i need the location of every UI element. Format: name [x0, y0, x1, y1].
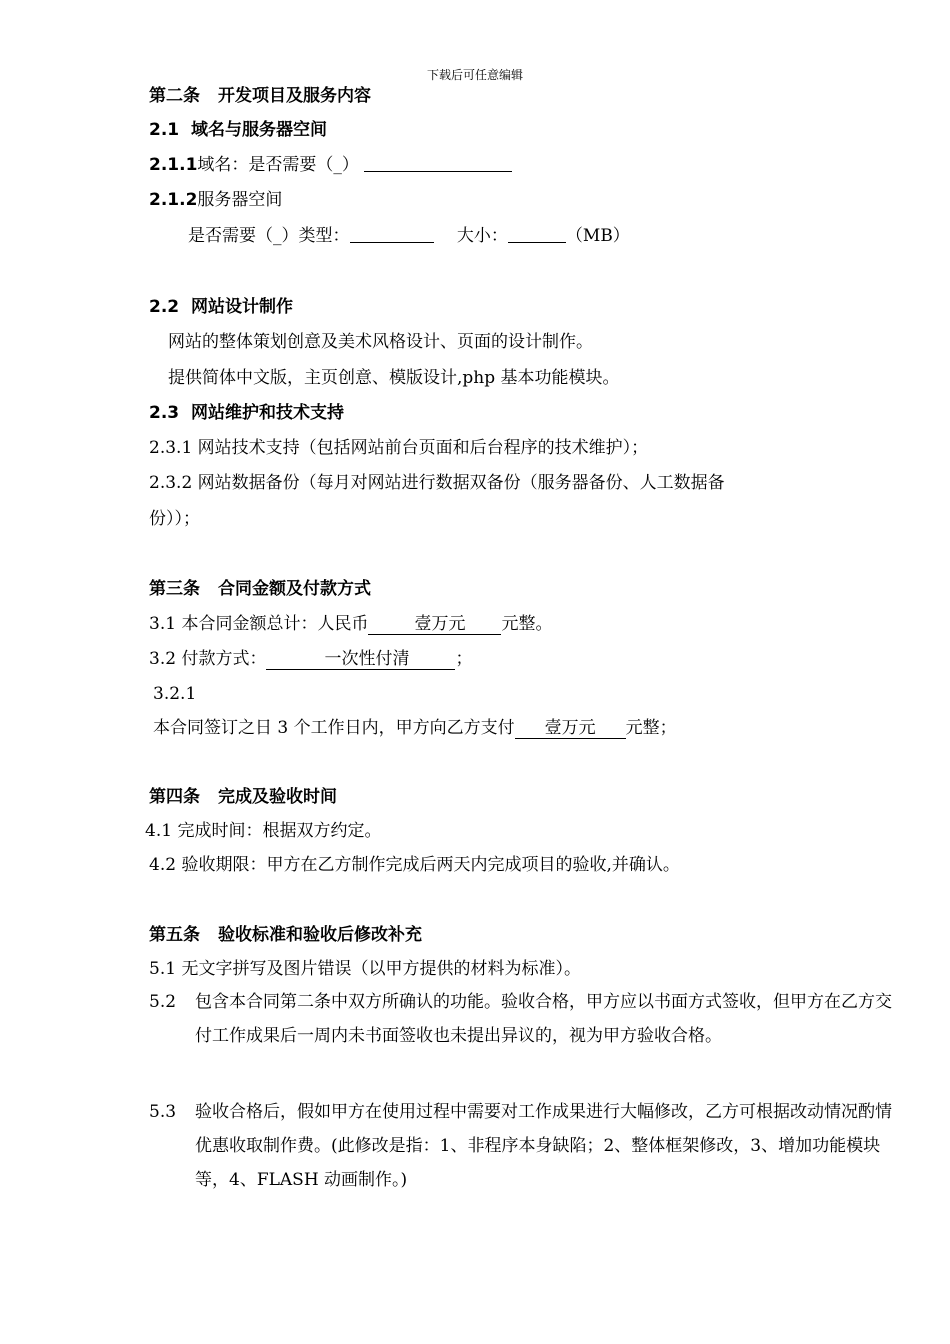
article-3-number: 第三条 — [149, 579, 200, 599]
section-2-3-2: 2.3.2 网站数据备份（每月对网站进行数据双备份（服务器备份、人工数据备 — [149, 473, 725, 493]
section-3-2-1-prefix: 本合同签订之日 3 个工作日内，甲方向乙方支付 — [153, 718, 515, 738]
section-2-1-heading — [149, 118, 327, 142]
contract-amount: 壹万元 — [368, 614, 501, 635]
article-5-number: 第五条 — [149, 925, 200, 945]
section-3-2-1-suffix: 元整； — [625, 718, 677, 738]
server-type-label: 是否需要（_）类型： — [188, 226, 350, 246]
section-4-2: 4.2 验收期限：甲方在乙方制作完成后两天内完成项目的验收,并确认。 — [149, 855, 680, 875]
article-2-heading — [149, 84, 371, 108]
server-size-blank — [508, 224, 566, 243]
section-2-1-2-text: 服务器空间 — [197, 190, 283, 210]
section-4-1: 4.1 完成时间：根据双方约定。 — [145, 821, 382, 841]
section-3-2-1-number: 3.2.1 — [153, 684, 197, 704]
article-4-number: 第四条 — [149, 787, 200, 807]
section-2-1-title: 域名与服务器空间 — [190, 120, 327, 140]
article-3-heading — [149, 577, 371, 601]
payment-amount: 壹万元 — [515, 718, 626, 739]
section-5-2-number: 5.2 — [149, 992, 177, 1012]
server-space-line — [188, 224, 630, 248]
section-2-1-1-text: 域名：是否需要（_） — [197, 155, 359, 175]
section-2-3-1: 2.3.1 网站技术支持（包括网站前台页面和后台程序的技术维护）； — [149, 438, 649, 458]
section-3-2-suffix: ； — [455, 649, 473, 669]
article-4-heading — [149, 785, 337, 809]
server-type-blank — [350, 224, 434, 243]
server-size-label: 大小： — [456, 226, 508, 246]
section-3-2-prefix: 3.2 付款方式： — [149, 649, 267, 669]
section-2-2-paragraph-2: 提供简体中文版，主页创意、模版设计,php 基本功能模块。 — [168, 368, 620, 388]
article-4-title: 完成及验收时间 — [218, 787, 337, 807]
section-2-1-2 — [149, 188, 282, 212]
page-header-note: 下载后可任意编辑 — [426, 68, 523, 82]
section-2-3-heading — [149, 401, 344, 425]
article-2-number: 第二条 — [149, 86, 200, 106]
section-5-2-text: 包含本合同第二条中双方所确认的功能。验收合格，甲方应以书面方式签收，但甲方在乙方交付工作成果后一周内未书面签收也未提出异议的，视为甲方验收合格。 — [195, 992, 892, 1046]
section-5-3-text: 验收合格后，假如甲方在使用过程中需要对工作成果进行大幅修改，乙方可根据改动情况酌情优惠收取制作费。(此修改是指：1、非程序本身缺陷；2、整体框架修改，3、增加功能模块等，4、FLASH 动画制作。) — [195, 1102, 892, 1190]
section-2-2-number: 2.2 — [149, 297, 180, 317]
section-2-2-title: 网站设计制作 — [190, 297, 293, 317]
section-3-1-prefix: 3.1 本合同金额总计：人民币 — [149, 614, 369, 634]
payment-method: 一次性付清 — [266, 649, 455, 670]
section-2-1-2-number: 2.1.2 — [149, 190, 198, 210]
section-5-3-number: 5.3 — [149, 1102, 177, 1122]
article-5-title: 验收标准和验收后修改补充 — [218, 925, 422, 945]
article-5-heading — [149, 923, 422, 947]
section-3-2 — [149, 647, 472, 671]
section-2-2-paragraph-1: 网站的整体策划创意及美术风格设计、页面的设计制作。 — [168, 332, 593, 352]
section-2-1-1-number: 2.1.1 — [149, 155, 198, 175]
article-2-title: 开发项目及服务内容 — [218, 86, 371, 106]
section-2-2-heading — [149, 295, 293, 319]
section-3-1 — [149, 612, 552, 636]
domain-blank — [364, 153, 512, 172]
server-size-unit: （MB） — [565, 226, 630, 246]
section-2-3-2-continued: 份））； — [149, 509, 200, 529]
section-2-1-1 — [149, 153, 512, 177]
section-2-3-number: 2.3 — [149, 403, 180, 423]
section-5-1: 5.1 无文字拼写及图片错误（以甲方提供的材料为标准）。 — [149, 959, 581, 979]
article-3-title: 合同金额及付款方式 — [218, 579, 371, 599]
section-2-3-title: 网站维护和技术支持 — [190, 403, 344, 423]
section-3-1-suffix: 元整。 — [501, 614, 553, 634]
section-2-1-number: 2.1 — [149, 120, 180, 140]
section-3-2-1 — [153, 716, 677, 740]
